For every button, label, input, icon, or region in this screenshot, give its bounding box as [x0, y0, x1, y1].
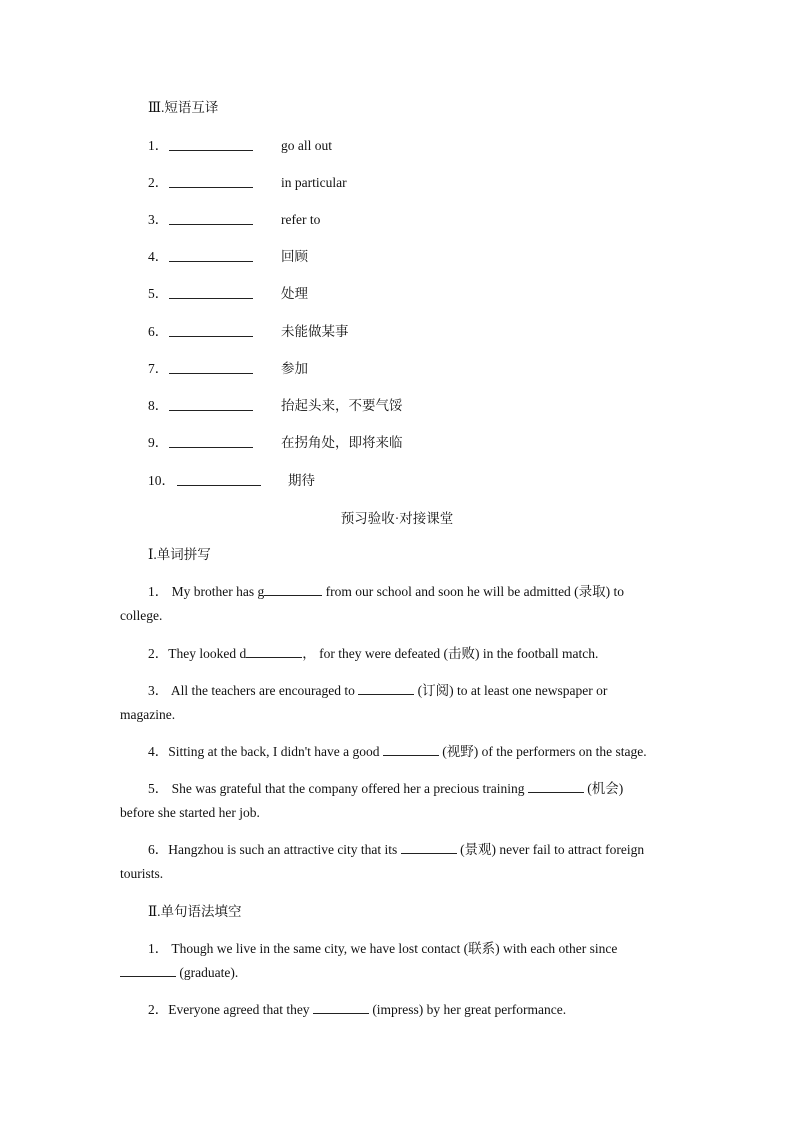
- answer-blank[interactable]: [383, 743, 439, 756]
- question-1: 1． Though we live in the same city, we have lost contact (联系) with each other since (graduate).: [120, 937, 675, 985]
- question-2: 2．Everyone agreed that they (impress) by her great performance.: [148, 1002, 567, 1017]
- answer-blank[interactable]: [528, 780, 584, 793]
- answer-blank[interactable]: [169, 433, 253, 448]
- question-2: 2．They looked d ， for they were defeated (击败) in the football match.: [148, 646, 599, 661]
- section-title-preview-check: 预习验收·对接课堂: [340, 511, 454, 526]
- answer-blank[interactable]: [169, 173, 253, 188]
- answer-blank[interactable]: [177, 471, 261, 486]
- section-heading-grammar-fill: Ⅱ.单句语法填空: [148, 904, 242, 919]
- answer-blank[interactable]: [358, 682, 414, 695]
- answer-blank[interactable]: [313, 1001, 369, 1014]
- answer-blank[interactable]: [169, 210, 253, 225]
- answer-blank[interactable]: [169, 396, 253, 411]
- section-heading-phrase-translation: Ⅲ.短语互译: [148, 100, 219, 115]
- answer-blank[interactable]: [169, 284, 253, 299]
- question-6: 6．Hangzhou is such an attractive city that its (景观) never fail to attract foreign tourists.: [120, 842, 645, 881]
- answer-blank[interactable]: [264, 583, 322, 596]
- answer-blank[interactable]: [169, 359, 253, 374]
- answer-blank[interactable]: [169, 247, 253, 262]
- question-5: 5． She was grateful that the company offered her a precious training (机会) before she started her job.: [120, 781, 624, 820]
- answer-blank[interactable]: [120, 964, 176, 977]
- question-1: 1． My brother has g from our school and soon he will be admitted (录取) to college.: [120, 584, 625, 623]
- answer-blank[interactable]: [169, 136, 253, 151]
- answer-blank[interactable]: [401, 841, 457, 854]
- answer-blank[interactable]: [246, 645, 302, 658]
- section-heading-word-spelling: Ⅰ.单词拼写: [148, 547, 211, 562]
- question-3: 3． All the teachers are encouraged to (订阅) to at least one newspaper or magazine.: [120, 683, 608, 722]
- question-4: 4．Sitting at the back, I didn't have a good (视野) of the performers on the stage.: [148, 744, 647, 759]
- answer-blank[interactable]: [169, 322, 253, 337]
